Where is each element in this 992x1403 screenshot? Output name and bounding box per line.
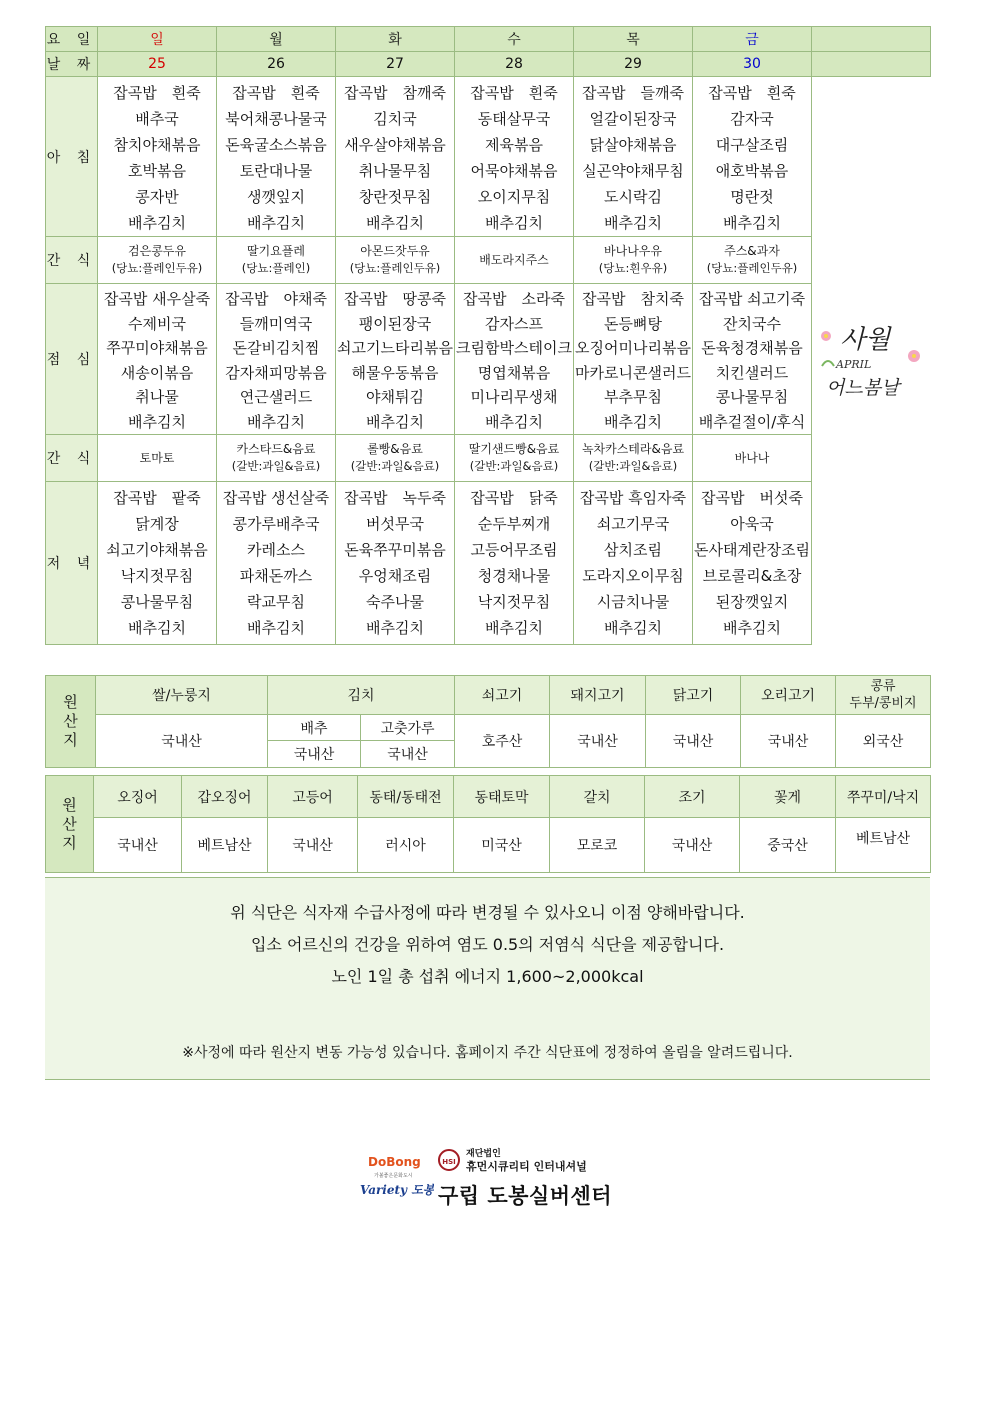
snack-item: 녹차카스테라&음료 — [581, 442, 685, 456]
menu-item: 감자채피망볶음 — [225, 363, 327, 382]
center-name: 구립 도봉실버센터 — [438, 1184, 613, 1208]
origin-value: 중국산 — [740, 818, 836, 873]
origin-rice-header: 쌀/누룽지 — [96, 676, 268, 715]
menu-item: 잔치국수 — [723, 314, 781, 333]
lunch-label: 점 심 — [46, 284, 98, 435]
origin-value: 모로코 — [550, 818, 645, 873]
menu-item: 팽이된장국 — [358, 314, 432, 333]
menu-item: 부추무침 — [604, 388, 662, 406]
menu-item: 카레소스 — [247, 541, 305, 559]
origin-side-label: 원 산 지 — [46, 676, 96, 768]
origin-table-seafood — [45, 775, 931, 873]
origin-header: 갑오징어 — [182, 776, 268, 818]
menu-item: 배추김치 — [128, 214, 186, 232]
day-thu: 목 — [574, 27, 693, 52]
svg-text:Variety 도봉: Variety 도봉 — [360, 1183, 434, 1197]
dinner-cell — [574, 482, 693, 645]
menu-item: 들깨미역국 — [239, 314, 313, 333]
menu-item: 숙주나물 — [366, 593, 424, 611]
breakfast-cell — [693, 77, 812, 237]
april-badge-image — [814, 306, 928, 410]
origin-bean-value: 외국산 — [836, 715, 931, 768]
origin-value: 베트남산 — [182, 818, 268, 873]
origin-value: 호주산 — [455, 715, 550, 768]
breakfast-cell — [217, 77, 336, 237]
menu-item: 동태살무국 — [477, 110, 551, 128]
snack-item: (갈반:과일&음료) — [588, 459, 678, 473]
menu-item: 잡곡밥 흰죽 — [470, 84, 558, 102]
menu-item: 배추김치 — [485, 619, 543, 637]
origin-value: 국내산 — [550, 715, 646, 768]
menu-item: 배추겉절이/후식 — [698, 412, 806, 431]
menu-item: 돈갈비김치찜 — [232, 339, 320, 357]
svg-text:가볼좋은문화도시: 가볼좋은문화도시 — [374, 1173, 413, 1179]
origin-value: 국내산 — [268, 818, 358, 873]
menu-item: 잡곡밥 흰죽 — [232, 84, 320, 102]
menu-item: 도라지오이무침 — [582, 567, 684, 585]
origin-header: 조기 — [645, 776, 740, 818]
menu-item: 돈등뼈탕 — [604, 314, 662, 333]
menu-item: 감자스프 — [485, 314, 543, 333]
menu-item: 콩나물무침 — [715, 388, 789, 406]
dinner-cell — [98, 482, 217, 645]
day-mon: 월 — [217, 27, 336, 52]
menu-item: 수제비국 — [128, 314, 186, 333]
day-wed: 수 — [455, 27, 574, 52]
menu-item: 오징어미나리볶음 — [575, 339, 691, 357]
snack-item: (당뇨:플레인두유) — [111, 261, 203, 275]
date-row — [46, 52, 931, 77]
menu-item: 감자국 — [730, 110, 774, 128]
snack-item: (당뇨:플레인두유) — [349, 261, 441, 275]
menu-item: 새송이볶음 — [120, 363, 194, 382]
menu-item: 닭계장 — [135, 515, 179, 533]
snack2-cell — [693, 435, 812, 482]
badge-sub: 어느봄날 — [826, 377, 900, 399]
menu-item: 배추김치 — [366, 619, 424, 637]
date-blank — [812, 52, 931, 77]
menu-item: 쇠고기느타리볶음 — [337, 339, 453, 357]
snack-item: (갈반:과일&음료) — [350, 459, 440, 473]
menu-item: 북어채콩나물국 — [225, 110, 327, 128]
dinner-cell — [336, 482, 455, 645]
menu-item: 제육볶음 — [485, 136, 543, 154]
snack2-cell — [336, 435, 455, 482]
snack2-cell — [455, 435, 574, 482]
day-tue: 화 — [336, 27, 455, 52]
menu-item: 잡곡밥 야채죽 — [225, 290, 327, 308]
snack1-row — [46, 237, 931, 284]
lunch-cell — [217, 284, 336, 435]
menu-item: 도시락김 — [604, 188, 662, 206]
origin-header: 오리고기 — [741, 676, 836, 715]
day-fri: 금 — [693, 27, 812, 52]
snack1-cell — [693, 237, 812, 284]
snack-item: 딸기요플레 — [247, 244, 305, 258]
lunch-cell — [98, 284, 217, 435]
date-25: 25 — [98, 52, 217, 77]
snack1-cell — [574, 237, 693, 284]
menu-item: 배추김치 — [604, 214, 662, 232]
day-label: 요 일 — [46, 27, 98, 52]
empty-cell — [812, 435, 931, 482]
menu-item: 명란젓 — [730, 188, 774, 206]
notice-line: 노인 1일 총 섭취 에너지 1,600~2,000kcal — [331, 967, 644, 986]
origin-header: 동태/동태전 — [358, 776, 454, 818]
snack-item: 바나나 — [734, 450, 770, 465]
menu-item: 청경채나물 — [477, 567, 551, 585]
menu-item: 잡곡밥 흰죽 — [113, 84, 201, 102]
menu-item: 배추김치 — [723, 214, 781, 232]
menu-item: 쇠고기무국 — [596, 515, 670, 533]
snack-item: 아몬드잣두유 — [360, 244, 430, 258]
dinner-label: 저 녁 — [46, 482, 98, 645]
silver-center-logo — [438, 1144, 638, 1210]
notice-footnote: ※사정에 따라 원산지 변동 가능성 있습니다. 홈페이지 주간 식단표에 정정하여 올림을 알려드립니다. — [182, 1045, 793, 1061]
origin-kimchi-value: 국내산 — [268, 741, 361, 768]
dinner-row — [46, 482, 931, 645]
notice-line: 입소 어르신의 건강을 위하여 염도 0.5의 저염식 식단을 제공합니다. — [250, 935, 725, 954]
date-27: 27 — [336, 52, 455, 77]
menu-item: 배추국 — [135, 110, 179, 128]
menu-item: 쇠고기야채볶음 — [106, 541, 208, 559]
snack2-row — [46, 435, 931, 482]
menu-item: 우엉채조림 — [358, 567, 432, 585]
breakfast-cell — [574, 77, 693, 237]
origin-rice-value: 국내산 — [96, 715, 268, 768]
snack-item: 토마토 — [139, 450, 175, 465]
origin-side-label: 원 산 지 — [46, 776, 94, 873]
menu-item: 순두부찌개 — [477, 515, 551, 533]
menu-item: 잡곡밥 참치죽 — [582, 290, 684, 308]
svg-text:DoBong: DoBong — [368, 1155, 421, 1169]
date-30: 30 — [693, 52, 812, 77]
menu-item: 배추김치 — [128, 619, 186, 637]
origin-header: 닭고기 — [646, 676, 741, 715]
snack-item: 카스타드&음료 — [236, 442, 316, 456]
day-row — [46, 27, 931, 52]
snack2-label: 간 식 — [46, 435, 98, 482]
menu-item: 대구살조림 — [715, 136, 789, 154]
menu-item: 크림함박스테이크 — [456, 339, 572, 357]
snack1-cell — [336, 237, 455, 284]
menu-item: 잡곡밥 흰죽 — [708, 84, 796, 102]
variety-dobong-logo — [360, 1150, 434, 1208]
menu-item: 배추김치 — [604, 619, 662, 637]
menu-item: 파채돈까스 — [239, 567, 313, 585]
lunch-cell — [455, 284, 574, 435]
snack2-cell — [98, 435, 217, 482]
menu-item: 배추김치 — [723, 619, 781, 637]
breakfast-cell — [336, 77, 455, 237]
menu-item: 잡곡밥 생선살죽 — [222, 489, 330, 507]
menu-item: 돈육쭈꾸미볶음 — [344, 541, 446, 559]
snack2-cell — [574, 435, 693, 482]
menu-item: 배추김치 — [247, 214, 305, 232]
menu-item: 참치야채볶음 — [113, 136, 201, 154]
menu-item: 창란젓무침 — [358, 188, 432, 206]
menu-item: 버섯무국 — [366, 515, 424, 533]
menu-item: 락교무침 — [247, 593, 305, 611]
org-type: 재단법인 — [466, 1149, 501, 1159]
snack-item: (당뇨:플레인두유) — [706, 261, 798, 275]
menu-item: 잡곡밥 녹두죽 — [344, 489, 446, 507]
origin-header: 고등어 — [268, 776, 358, 818]
origin-kimchi-sub: 배추 — [268, 715, 361, 741]
origin-bean-header: 콩류 두부/콩비지 — [836, 676, 931, 715]
origin-kimchi-value: 국내산 — [361, 741, 455, 768]
empty-cell — [812, 77, 931, 237]
origin-header: 돼지고기 — [550, 676, 646, 715]
dinner-cell — [217, 482, 336, 645]
menu-item: 닭살야채볶음 — [589, 136, 677, 154]
snack-item: 검은콩두유 — [128, 244, 186, 258]
origin-header: 쭈꾸미/낙지 — [836, 776, 931, 818]
snack1-label: 간 식 — [46, 237, 98, 284]
menu-item: 고등어무조림 — [470, 541, 558, 559]
breakfast-row — [46, 77, 931, 237]
badge-april: APRIL — [836, 358, 872, 371]
origin-header: 오징어 — [94, 776, 182, 818]
menu-item: 생깻잎지 — [247, 188, 305, 206]
menu-item: 명엽채볶음 — [477, 363, 551, 382]
empty-cell — [812, 237, 931, 284]
menu-item: 시금치나물 — [596, 593, 670, 611]
org-name: 휴먼시큐리티 인터내셔널 — [466, 1160, 587, 1173]
date-29: 29 — [574, 52, 693, 77]
origin-kimchi-header: 김치 — [268, 676, 455, 715]
menu-item: 연근샐러드 — [239, 388, 313, 406]
snack1-cell — [98, 237, 217, 284]
menu-item: 잡곡밥 팥죽 — [113, 489, 201, 507]
origin-value: 국내산 — [94, 818, 182, 873]
menu-item: 잡곡밥 소라죽 — [463, 290, 565, 308]
hsi-seal-icon: HSI — [438, 1149, 460, 1171]
badge-title: 사월 — [840, 325, 891, 355]
lunch-cell — [336, 284, 455, 435]
menu-item: 돈육청경채볶음 — [701, 339, 803, 357]
origin-value: 국내산 — [645, 818, 740, 873]
origin-value: 러시아 — [358, 818, 454, 873]
menu-item: 낙지젓무침 — [120, 567, 194, 585]
menu-item: 브로콜리&초장 — [702, 567, 802, 585]
snack-item: 배도라지주스 — [479, 252, 549, 267]
breakfast-cell — [98, 77, 217, 237]
origin-value: 미국산 — [454, 818, 550, 873]
menu-item: 야채튀김 — [366, 388, 424, 406]
menu-item: 애호박볶음 — [715, 162, 789, 180]
menu-item: 콩가루배추국 — [232, 515, 320, 533]
origin-header: 갈치 — [550, 776, 645, 818]
lunch-cell — [574, 284, 693, 435]
snack-item: 롤빵&음료 — [367, 442, 423, 456]
menu-item: 삼치조림 — [604, 541, 662, 559]
snack-item: (갈반:과일&음료) — [231, 459, 321, 473]
menu-item: 잡곡밥 버섯죽 — [701, 489, 803, 507]
menu-item: 배추김치 — [366, 412, 424, 431]
menu-item: 콩자반 — [135, 188, 179, 206]
lunch-row — [46, 284, 931, 435]
origin-header: 동태토막 — [454, 776, 550, 818]
menu-item: 김치국 — [373, 110, 417, 128]
footer-logos — [360, 1144, 640, 1214]
menu-item: 마카로니콘샐러드 — [575, 363, 691, 382]
menu-item: 잡곡밥 참깨죽 — [344, 84, 446, 102]
snack-item: (갈반:과일&음료) — [469, 459, 559, 473]
snack-item: (당뇨:흰우유) — [598, 261, 668, 275]
menu-item: 실곤약야채무침 — [582, 162, 684, 180]
origin-value: 국내산 — [646, 715, 741, 768]
origin-value: 베트남산 — [836, 818, 931, 873]
menu-item: 새우살야채볶음 — [344, 136, 446, 154]
weekly-menu-table — [45, 26, 931, 645]
snack-item: 딸기샌드빵&음료 — [468, 442, 560, 456]
menu-item: 미나리무생채 — [470, 388, 558, 406]
menu-item: 토란대나물 — [239, 162, 313, 180]
menu-item: 돈육굴소스볶음 — [225, 136, 327, 154]
snack-item: (당뇨:플레인) — [241, 261, 311, 275]
snack1-cell — [217, 237, 336, 284]
lunch-cell — [693, 284, 812, 435]
origin-value: 국내산 — [741, 715, 836, 768]
menu-item: 배추김치 — [485, 412, 543, 431]
menu-item: 잡곡밥 땅콩죽 — [344, 290, 446, 308]
origin-header: 꽃게 — [740, 776, 836, 818]
menu-item: 콩나물무침 — [120, 593, 194, 611]
notice-line: 위 식단은 식자재 수급사정에 따라 변경될 수 있사오니 이점 양해바랍니다. — [230, 903, 745, 922]
menu-item: 오이지무침 — [477, 188, 551, 206]
snack-item: 주스&과자 — [724, 244, 780, 258]
dinner-cell — [693, 482, 812, 645]
dinner-cell — [455, 482, 574, 645]
origin-header: 쇠고기 — [455, 676, 550, 715]
menu-item: 잡곡밥 새우살죽 — [103, 290, 211, 308]
menu-item: 쭈꾸미야채볶음 — [106, 339, 208, 357]
menu-item: 취나물무침 — [358, 162, 432, 180]
date-28: 28 — [455, 52, 574, 77]
menu-item: 호박볶음 — [128, 162, 186, 180]
notice-box — [45, 877, 930, 1080]
date-26: 26 — [217, 52, 336, 77]
menu-item: 배추김치 — [366, 214, 424, 232]
menu-item: 치킨샐러드 — [715, 363, 789, 382]
snack-item: 바나나우유 — [604, 244, 662, 258]
snack1-cell — [455, 237, 574, 284]
breakfast-cell — [455, 77, 574, 237]
menu-item: 어묵야채볶음 — [470, 162, 558, 180]
breakfast-label: 아 침 — [46, 77, 98, 237]
empty-cell — [812, 482, 931, 645]
menu-item: 잡곡밥 쇠고기죽 — [698, 290, 806, 308]
menu-item: 잡곡밥 닭죽 — [470, 489, 558, 507]
origin-table-meat — [45, 675, 931, 768]
day-sun: 일 — [98, 27, 217, 52]
menu-item: 낙지젓무침 — [477, 593, 551, 611]
menu-item: 해물우동볶음 — [351, 363, 439, 382]
menu-item: 잡곡밥 들깨죽 — [582, 84, 684, 102]
menu-item: 얼갈이된장국 — [589, 110, 677, 128]
menu-item: 배추김치 — [128, 412, 186, 431]
menu-item: 취나물 — [135, 388, 179, 406]
day-blank — [812, 27, 931, 52]
origin-kimchi-sub: 고춧가루 — [361, 715, 455, 741]
menu-item: 아욱국 — [730, 515, 774, 533]
menu-item: 배추김치 — [485, 214, 543, 232]
menu-item: 배추김치 — [604, 412, 662, 431]
menu-item: 돈사태계란장조림 — [694, 541, 810, 559]
menu-item: 잡곡밥 흑임자죽 — [579, 489, 687, 507]
menu-item: 배추김치 — [247, 412, 305, 431]
menu-item: 된장깻잎지 — [715, 593, 789, 611]
date-label: 날 짜 — [46, 52, 98, 77]
menu-item: 배추김치 — [247, 619, 305, 637]
snack2-cell — [217, 435, 336, 482]
